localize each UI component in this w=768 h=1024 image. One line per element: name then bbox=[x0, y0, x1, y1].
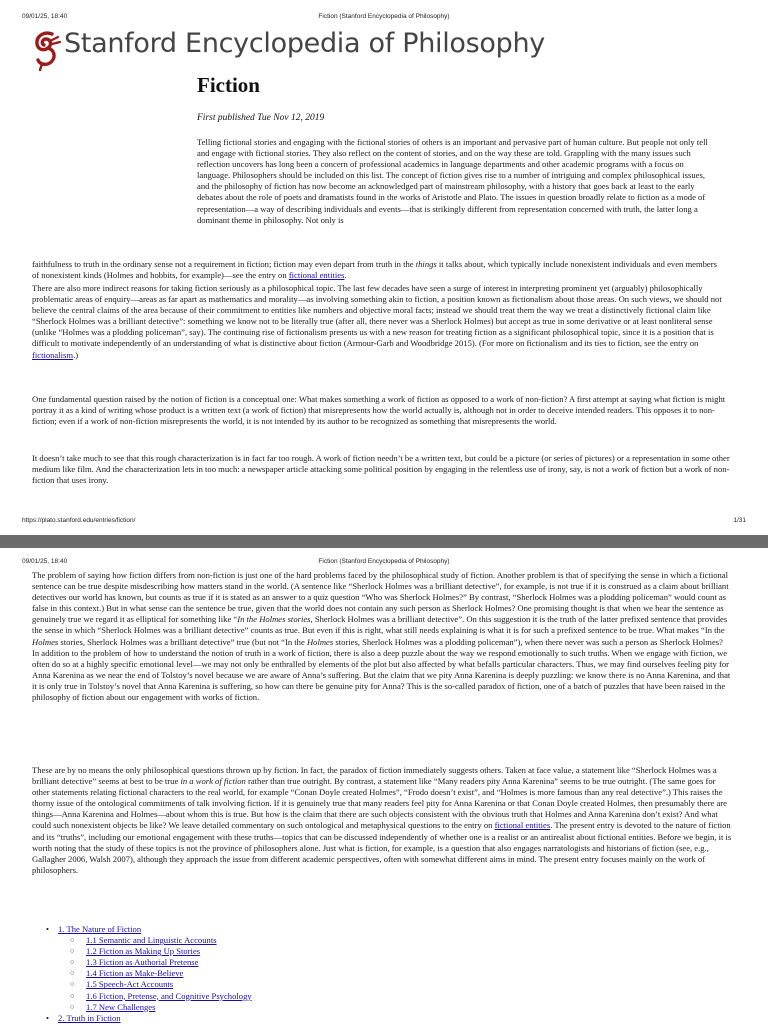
toc-link[interactable]: 2. Truth in Fiction bbox=[58, 1012, 121, 1023]
print-title: Fiction (Stanford Encyclopedia of Philosophy) bbox=[318, 13, 450, 20]
toc-link[interactable]: 1.5 Speech-Act Accounts bbox=[86, 979, 174, 990]
toc-item-nature-of-fiction bbox=[44, 924, 252, 935]
toc-subitem bbox=[44, 935, 252, 946]
print-header bbox=[0, 558, 768, 570]
toc-link[interactable]: 1.1 Semantic and Linguistic Accounts bbox=[86, 935, 217, 946]
text-run: The problem of saying how fiction differs from non-fiction is just one of the hard problems faced by the philosophical study of fiction. Another problem is that of specifying the sense in which a fictional sentence can be true despite misdescribing how matters stand in the world. (A sentence like “Sherlock Holmes was a brilliant detective”, for example, is not true if it is construed as a claim about brilliant detectives our world has known, but counts as true if it is stated as an answer to a quiz question “Who was Sherlock Holmes?” By contrast, “Sherlock Holmes was a plodding policeman” would count as false in this context.) But in what sense can the sentence be true, given that the world does not contain any such person as Sherlock Holmes? One promising thought is that when we hear the sentence as genuinely true we regard it as elliptical for something like “ bbox=[32, 570, 729, 625]
print-datetime: 09/01/25, 18:40 bbox=[22, 558, 68, 565]
intro-paragraph-part2 bbox=[32, 259, 722, 281]
paragraph-too-rough: It doesn’t take much to see that this rough characterization is in fact far too rough. A work of fiction needn’t be a written text, but could be a picture (or series of pictures) or a representation in some other medium like film. And the characterization lets in too much: a newspaper article attacking some political position by engaging in the relentless use of irony, say, is not a work of fiction but a work of non-fiction that uses irony. bbox=[32, 453, 730, 486]
page-separator bbox=[0, 535, 768, 548]
print-footer bbox=[0, 517, 768, 529]
emphasis: things bbox=[415, 259, 437, 269]
toc-subitem bbox=[44, 968, 252, 979]
text-run: . The present entry is devoted to the nature of fiction and its “truths”, including our emotional engagement with these truths—topics that can be discussed independently of whether one is a realist or an antirealist about fictional entities. Before we begin, it is worth noting that the study of these topics is not the province of philosophers alone. Just what is fiction, for example, is a question that also engages narratologists and historians of fiction (see, e.g., Gallagher 2006, Walsh 2007), although they approach the issue from different academic perspectives, often with somewhat different aims in mind. The present entry focuses mainly on the work of philosophers. bbox=[32, 820, 732, 875]
toc-subitem bbox=[44, 957, 252, 968]
toc-subitem bbox=[44, 991, 252, 1002]
text-run: stories, Sherlock Holmes was a plodding policeman”), when there never was such a person as Sherlock Holmes? In addition to the problem of how to understand the notion of truth in a work of fiction, there is also a deep puzzle about the way we respond emotionally to such truths. When we engage with fiction, we often do so at a highly specific emotional level—we may not only be enthralled by elements of the plot but also affected by what befalls particular characters. Thus, we may find ourselves feeling pity for Anna Karenina as we near the end of Tolstoy’s novel because we are aware of Anna’s suffering. But the claim that we pity Anna Karenina is deeply puzzling: we know there is no Anna Karenina, and that it is only true in Tolstoy’s novel that Anna Karenina is suffering, so how can there be genuine pity for Anna? This is the so-called paradox of fiction, one of a batch of puzzles that have been raised in the philosophy of fiction about our engagement with works of fiction. bbox=[32, 636, 731, 703]
emphasis: In the Holmes stories bbox=[237, 614, 311, 625]
text-run: .) bbox=[73, 349, 79, 360]
emphasis: Holmes bbox=[32, 636, 59, 647]
link-fictional-entities[interactable]: fictional entities bbox=[288, 270, 345, 281]
entry-title: Fiction bbox=[197, 73, 260, 97]
toc-subitem bbox=[44, 979, 252, 990]
text-run: . bbox=[344, 270, 347, 281]
print-url: https://plato.stanford.edu/entries/fiction/ bbox=[22, 517, 136, 524]
publication-date: First published Tue Nov 12, 2019 bbox=[197, 113, 325, 123]
toc-link[interactable]: 1.4 Fiction as Make-Believe bbox=[86, 968, 184, 979]
toc-item-truth-in-fiction bbox=[44, 1013, 252, 1024]
print-title: Fiction (Stanford Encyclopedia of Philosophy) bbox=[318, 558, 450, 565]
toc-link[interactable]: 1.6 Fiction, Pretense, and Cognitive Psychology bbox=[86, 990, 252, 1001]
toc-subitem bbox=[44, 1002, 252, 1013]
paragraph-other-questions bbox=[32, 765, 732, 876]
text-run: , Sherlock Holmes was a brilliant detective”. On this suggestion it is the truth of the latter prefixed sentence that provides the sense in which “Sherlock Holmes was a brilliant detective” counts as true. But even if this is right, what still needs explaining is what it is for such a prefixed sentence to be true. What makes “In the bbox=[32, 614, 728, 636]
toc-link[interactable]: 1.3 Fiction as Authorial Pretense bbox=[86, 957, 199, 968]
toc-link[interactable]: 1. The Nature of Fiction bbox=[58, 924, 142, 934]
print-datetime: 09/01/25, 18:40 bbox=[22, 13, 68, 20]
intro-paragraph-part1: Telling fictional stories and engaging with the fictional stories of others is an important and pervasive part of human culture. But people not only tell and engage with fictional stories. They also reflect on the content of stories, and on the way these are told. Grappling with the many issues such reflection uncovers has long been a concern of professional academics in language departments and other academic programs with a focus on language. Philosophers should be included on this list. The concept of fiction gives rise to a number of intriguing and complex philosophical issues, and the philosophy of fiction has now become an acknowledged part of mainstream philosophy, with a history that goes back at least to the early debates about the role of poets and dramatists found in the works of Aristotle and Plato. The issues in question broadly relate to fiction as a mode of representation—a way of describing individuals and events—that is strikingly different from representation concerned with truth, the latter long a dominant theme in philosophy. Not only is bbox=[197, 137, 708, 225]
text-run: it talks about, which typically include nonexistent individuals and even members of nonexistent kinds (Holmes and hobbits, for example)—see the entry on bbox=[32, 259, 717, 281]
paragraph-conceptual-question: One fundamental question raised by the notion of fiction is a conceptual one: What makes something a work of fiction as opposed to a work of non-fiction? A first attempt at saying what fiction is might portray it as a kind of writing whose product is a written text (a work of fiction) that misrepresents how the world actually is, although not in order to deceive intended readers. This opposes it to non-fiction; even if a work of non-fiction misrepresents the world, it is not intended by its author to be recognized as something that misrepresents the world. bbox=[32, 394, 726, 427]
site-title-link[interactable]: Stanford Encyclopedia of Philosophy bbox=[64, 28, 545, 59]
toc-link[interactable]: 1.7 New Challenges bbox=[86, 1001, 156, 1012]
link-fictional-entities-2[interactable]: fictional entities bbox=[494, 820, 551, 831]
link-fictionalism[interactable]: fictionalism bbox=[32, 349, 74, 360]
table-of-contents bbox=[44, 924, 252, 1024]
text-run: rather than true outright. By contrast, a statement like “Many readers pity Anna Karenina” seems to be true outright. (The same goes for other statements relating fictional characters to the real world, for example “Conan Doyle created Holmes”, “Frodo doesn’t exist”, and “Holmes is more famous than any real detective”.) This raises the thorny issue of the ontological commitments of talk involving fiction. If it is genuinely true that many readers feel pity for Anna Karenina or that Conan Doyle created Holmes, then presumably there are things—Anna Karenina and Holmes—about whom this is true. But how is the claim that there are such objects consistent with the obvious truth that Holmes and Anna Karenina don’t exist? And what could such nonexistent objects be like? We leave detailed commentary on such ontological and metaphysical questions to the entry on bbox=[32, 776, 727, 831]
text-run: There are also more indirect reasons for taking fiction seriously as a philosophical topic. The last few decades have seen a surge of interest in interpreting prominent yet (arguably) philosophically problematic areas of enquiry—areas as far apart as mathematics and morality—as involving something akin to fiction, a position known as fictionalism about those areas. On such views, we should not believe the central claims of the area because of their commitment to entities like numbers and objective moral facts; instead we should treat them the way we treat a distinctively fictional claim like “Sherlock Holmes was a brilliant detective”: something we know not to be literally true (after all, there never was a Sherlock Holmes) but accept as true in some derivative or at least nonliteral sense (unlike “Holmes was a plodding policeman”, say). The continuing rise of fictionalism presents us with a new reason for treating fiction as a significant philosophical topic, since it is a position that is difficult to motivate independently of an understanding of what is distinctive about fiction (Armour-Garb and Woodbridge 2015). (For more on fictionalism and its ties to fiction, see the entry on bbox=[32, 283, 722, 349]
paragraph-fictionalism bbox=[32, 283, 732, 361]
emphasis: in a work of fiction bbox=[180, 776, 246, 787]
paragraph-truth-in-fiction bbox=[32, 570, 732, 703]
toc-link[interactable]: 1.2 Fiction as Making Up Stories bbox=[86, 946, 201, 957]
text-run: These are by no means the only philosophical questions thrown up by fiction. In fact, the paradox of fiction immediately suggests others. Taken at face value, a statement like “Sherlock Holmes was a brilliant detective” seems at best to be true bbox=[32, 765, 717, 787]
text-run: faithfulness to truth in the ordinary sense not a requirement in fiction; fiction may even depart from truth in the bbox=[32, 259, 416, 269]
print-header bbox=[0, 13, 768, 25]
page-number: 1/31 bbox=[733, 517, 746, 524]
sep-logo-icon bbox=[30, 28, 64, 72]
emphasis: Holmes bbox=[306, 636, 334, 647]
text-run: stories, Sherlock Holmes was a brilliant detective” true (but not “In the bbox=[58, 636, 307, 647]
toc-subitem bbox=[44, 946, 252, 957]
